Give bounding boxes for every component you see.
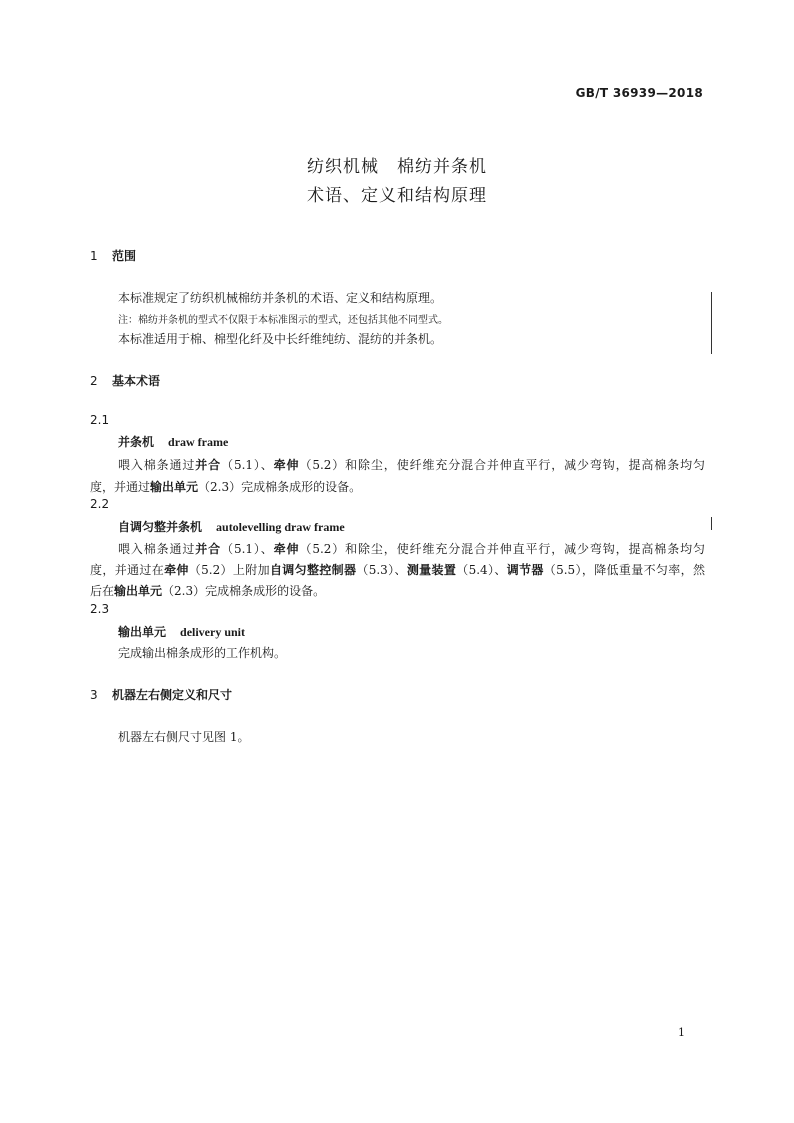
section-1-heading bbox=[90, 247, 136, 264]
section-3-heading bbox=[90, 686, 232, 703]
section-title: 范围 bbox=[112, 249, 137, 263]
change-bar bbox=[711, 292, 712, 354]
term-zh: 并条机 bbox=[118, 435, 155, 449]
section-3-paragraph: 机器左右侧尺寸见图 1。 bbox=[118, 730, 250, 744]
definition-2-1-line1: 喂入棉条通过并合（5.1）、牵伸（5.2）和除尘，使纤维充分混合并伸直平行，减少弯钩，提高棉条均匀 bbox=[118, 458, 705, 472]
definition-2-2-line3: 后在输出单元（2.3）完成棉条成形的设备。 bbox=[90, 584, 326, 598]
definition-2-3: 完成输出棉条成形的工作机构。 bbox=[118, 646, 287, 660]
document-title-line2: 术语、定义和结构原理 bbox=[307, 186, 487, 206]
change-bar bbox=[711, 517, 712, 530]
term-number-2-2: 2.2 bbox=[90, 497, 110, 511]
definition-2-2-line2: 度，并通过在牵伸（5.2）上附加自调匀整控制器（5.3）、测量装置（5.4）、调节器（5.5），降低重量不匀率，然 bbox=[90, 563, 705, 577]
section-number: 1 bbox=[90, 249, 98, 263]
page-number: 1 bbox=[678, 1026, 685, 1039]
term-number-2-3: 2.3 bbox=[90, 602, 110, 616]
scope-paragraph-2: 本标准适用于棉、棉型化纤及中长纤维纯纺、混纺的并条机。 bbox=[118, 332, 443, 346]
section-number: 2 bbox=[90, 374, 98, 388]
section-title: 机器左右侧定义和尺寸 bbox=[112, 688, 233, 702]
term-zh: 自调匀整并条机 bbox=[118, 520, 203, 534]
term-2-1 bbox=[118, 433, 228, 450]
standard-number: GB/T 36939—2018 bbox=[575, 86, 703, 100]
term-2-2 bbox=[118, 518, 345, 535]
document-title-line1: 纺织机械 棉纺并条机 bbox=[307, 157, 487, 177]
scope-paragraph-1: 本标准规定了纺织机械棉纺并条机的术语、定义和结构原理。 bbox=[118, 291, 443, 305]
term-number-2-1: 2.1 bbox=[90, 413, 110, 427]
definition-2-2-line1: 喂入棉条通过并合（5.1）、牵伸（5.2）和除尘，使纤维充分混合并伸直平行，减少弯钩，提高棉条均匀 bbox=[118, 542, 705, 556]
term-2-3 bbox=[118, 623, 245, 640]
definition-2-1-line2: 度，并通过输出单元（2.3）完成棉条成形的设备。 bbox=[90, 480, 362, 494]
term-en: delivery unit bbox=[180, 625, 246, 639]
section-number: 3 bbox=[90, 688, 98, 702]
section-title: 基本术语 bbox=[112, 374, 161, 388]
section-2-heading bbox=[90, 372, 160, 389]
term-zh: 输出单元 bbox=[118, 625, 167, 639]
scope-note: 注：棉纺并条机的型式不仅限于本标准图示的型式，还包括其他不同型式。 bbox=[118, 315, 448, 326]
term-en: draw frame bbox=[168, 435, 229, 449]
term-en: autolevelling draw frame bbox=[216, 520, 345, 534]
